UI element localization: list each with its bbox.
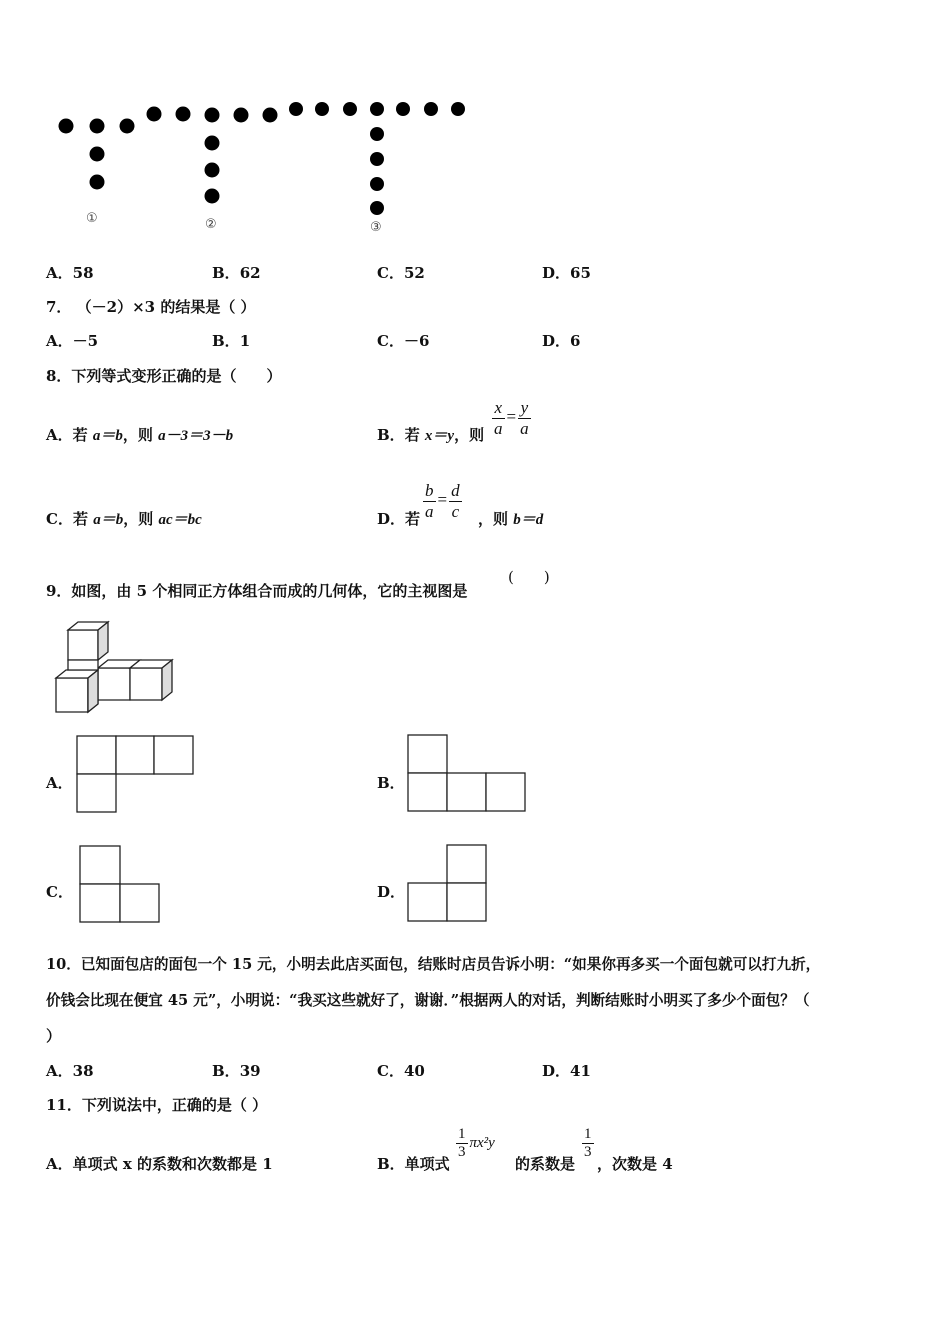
q11-option-b-mid: 的系数是 [515,1155,576,1173]
dot [90,175,105,190]
dot [451,102,465,116]
q9-option-c[interactable]: C． [46,883,73,901]
q6-option-b[interactable]: B．62 [212,264,261,282]
q9-option-b[interactable]: B． [377,774,405,792]
q7-option-a[interactable]: A．－5 [46,332,99,350]
dot [370,177,384,191]
dot [90,147,105,162]
q8-option-d-suffix: ，则 b＝d [478,510,544,528]
q6-option-c[interactable]: C．52 [377,264,425,282]
dot [370,201,384,215]
q9-option-c-view[interactable] [79,845,161,923]
q8-option-d-prefix[interactable]: D．若 [377,510,421,528]
fraction: $\frac{y}{a}$ [520,398,529,438]
dot [205,108,220,123]
q10-option-d[interactable]: D．41 [542,1062,591,1080]
dot [205,189,220,204]
q10-stem-line1: 10．已知面包店的面包一个 15 元，小明去此店买面包，结账时店员告诉小明：“如果你再多买一个面包就可以打九折， [46,956,821,973]
q11-option-b-suffix: ，次数是 4 [597,1155,673,1173]
dot [263,108,278,123]
fraction: $\frac{x}{a}$ [494,398,503,438]
dot [424,102,438,116]
q6-option-a[interactable]: A．58 [46,264,94,282]
q11-stem: 11．下列说法中，正确的是（ ） [46,1096,268,1114]
q8-d-equation: $\frac{b}{a}$ = $\frac{d}{c}$ [425,481,460,521]
figure-label-2: ② [205,217,217,232]
dot [370,127,384,141]
dot [205,136,220,151]
q7-option-b[interactable]: B．1 [212,332,251,350]
dot [315,102,329,116]
fraction: $\frac{d}{c}$ [451,481,460,521]
q9-option-a[interactable]: A． [46,774,73,792]
q10-option-b[interactable]: B．39 [212,1062,261,1080]
q11-b-term: $\frac{1}{3}$ πx²y [458,1126,495,1160]
q7-option-c[interactable]: C．－6 [377,332,430,350]
q10-option-c[interactable]: C．40 [377,1062,425,1080]
dot [147,107,162,122]
fraction: $\frac{1}{3}$ [584,1126,592,1160]
q11-option-b-prefix[interactable]: B．单项式 [377,1155,450,1173]
q8-stem: 8．下列等式变形正确的是（ ） [46,367,282,385]
q8-option-a[interactable]: A．若 a＝b，则 a－3＝3－b [46,426,234,444]
q6-option-d[interactable]: D．65 [542,264,591,282]
dot-pattern-figure [0,0,950,240]
q11-option-a[interactable]: A．单项式 x 的系数和次数都是 1 [46,1155,273,1173]
dot [396,102,410,116]
q11-b-coefficient [582,1126,594,1161]
dot [370,152,384,166]
dot [120,119,135,134]
dot [176,107,191,122]
figure-label-3: ③ [370,220,382,235]
q9-option-d-view[interactable] [407,844,489,922]
q9-option-b-view[interactable] [407,734,527,812]
q9-paren: ( ) [508,568,550,586]
q9-option-d[interactable]: D． [377,883,406,901]
q8-option-c[interactable]: C．若 a＝b，则 ac＝bc [46,510,202,528]
q9-option-a-view[interactable] [76,735,196,815]
q10-stem-line2: 价钱会比现在便宜 45 元”，小明说：“我买这些就好了，谢谢．”根据两人的对话，判断结账时小明买了多少个面包？（ [46,992,810,1009]
dot [370,102,384,116]
q9-stem: 9．如图，由 5 个相同正方体组合而成的几何体，它的主视图是 [46,582,468,600]
q7-option-d[interactable]: D．6 [542,332,581,350]
q8-b-equation: $\frac{x}{a}$ = $\frac{y}{a}$ [494,398,529,438]
dot [205,163,220,178]
fraction: $\frac{b}{a}$ [425,481,434,521]
dot [289,102,303,116]
figure-label-1: ① [86,211,98,226]
dot [234,108,249,123]
dot [343,102,357,116]
dot [59,119,74,134]
q7-stem: 7． （－2）×3 的结果是（ ） [46,298,256,316]
cube-solid-figure [54,622,234,722]
q10-stem-line3: ） [46,1027,62,1045]
dot [90,119,105,134]
fraction: $\frac{1}{3}$ [458,1126,466,1160]
q10-option-a[interactable]: A．38 [46,1062,94,1080]
q8-option-b[interactable]: B．若 x＝y，则 [377,426,485,444]
